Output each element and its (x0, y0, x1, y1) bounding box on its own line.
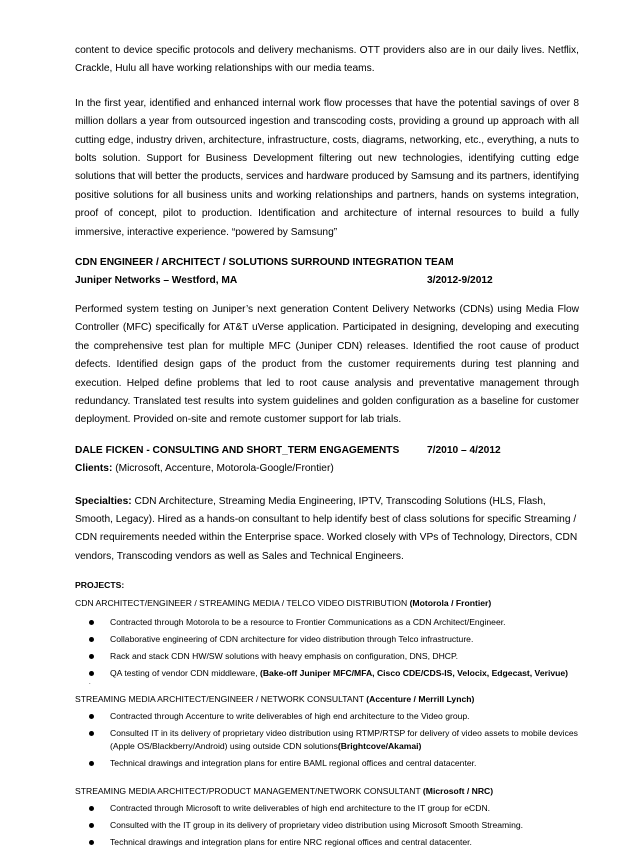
list-item (75, 650, 579, 663)
juniper-description: Performed system testing on Juniper’s next generation Content Delivery Networks (CDNs) using Media Flow Controller (MFC) specifically for AT&T uVerse application. Participated in designing, developing and executing the comprehensive test plan for multiple MFC (Juniper CDN) releases. Identified the root cause of product defects. Identified design gaps of the product from the customer requirements during test planning and execution. Helped define problems that led to root cause analysis and preventative management through redundancy. Translated test results into system guidelines and golden configuration as a baseline for customer deployment. Provided on-site and remote customer support for lab trials. (75, 303, 579, 426)
bullet-text: Contracted through Motorola to be a resource to Frontier Communications as a CDN Architect/Engineer. (110, 617, 506, 628)
bullet-text: Consulted with the IT group in its delivery of proprietary video distribution using Microsoft Smooth Streaming. (110, 820, 524, 831)
bullet-icon (89, 714, 94, 719)
projects-label: PROJECTS: (75, 580, 125, 591)
project-1-client: (Motorola / Frontier) (409, 598, 492, 609)
intro-paragraph-2: In the first year, identified and enhanced internal work flow processes that have the potential savings of over 8 million dollars a year from outsourced ingestion and transcoding costs, providing a ground up approach with all cutting edge, industry driven, architecture, infrastructure, costs, diagrams, networking, etc., everything, a nuts to bolts solution. Support for Business Development filtering out new technologies, identifying cutting edge solutions that will better the products, services and hardware produced by Samsung and its partners, identifying positive solutions for all business units and working relationships and partners, hands on systems integration, proof of concept, pilot to production. Identification and architecture of internal resources to build a fully immersive, interactive experience. “powered by Samsung” (75, 97, 579, 238)
list-item (75, 836, 579, 849)
juniper-job-title: CDN ENGINEER / ARCHITECT / SOLUTIONS SURROUND INTEGRATION TEAM (75, 257, 454, 269)
list-item (75, 616, 579, 629)
clients-label: Clients: (75, 463, 113, 475)
bullet-icon (89, 620, 94, 625)
project-1-title-text: CDN ARCHITECT/ENGINEER / STREAMING MEDIA / TELCO VIDEO DISTRIBUTION (75, 598, 410, 609)
bullet-icon (89, 806, 94, 811)
bullet-text: Contracted through Microsoft to write deliverables of high end architecture to the IT group for eCDN. (110, 803, 491, 814)
bullet-icon (89, 761, 94, 766)
project-3-title-text: STREAMING MEDIA ARCHITECT/PRODUCT MANAGEMENT/NETWORK CONSULTANT (75, 786, 423, 797)
bullet-text: Collaborative engineering of CDN architecture for video distribution through Telco infrastructure. (110, 634, 474, 645)
bullet-text: Consulted IT in its delivery of proprietary video distribution using RTMP/RTSP for delivery of video assets to mobile devices (Apple OS/Blackberry/Android) using outside CDN solutions (110, 728, 578, 752)
bullet-text: Technical drawings and integration plans for entire NRC regional offices and central datacenter. (110, 837, 472, 848)
bullet-text-bold: (Bake-off Juniper MFC/MFA, Cisco CDE/CDS-IS, Velocix, Edgecast, Verivue) (259, 668, 568, 679)
bullet-icon (89, 731, 94, 736)
project-1-title (75, 596, 579, 610)
list-item (75, 727, 579, 753)
bullet-text: Technical drawings and integration plans for entire BAML regional offices and central datacenter. (110, 758, 477, 769)
project-3-title (75, 784, 579, 798)
bullet-text-bold: (Brightcove/Akamai) (337, 741, 422, 752)
juniper-dates: 3/2012-9/2012 (427, 275, 493, 287)
project-2-bullets (75, 710, 579, 770)
resume-page (75, 42, 579, 853)
bullet-icon (89, 840, 94, 845)
intro-paragraph-1: content to device specific protocols and delivery mechanisms. OTT providers also are in our daily lives. Netflix, Crackle, Hulu all have working relationships with our media teams. (75, 45, 579, 75)
bullet-text: Contracted through Accenture to write deliverables of high end architecture to the Video group. (110, 711, 470, 722)
ficken-job-line (75, 442, 579, 460)
list-item (75, 757, 579, 770)
ficken-clients (75, 460, 579, 478)
project-2-title (75, 692, 579, 706)
project-3-client: (Microsoft / NRC) (422, 786, 494, 797)
juniper-company-line (75, 272, 579, 290)
bullet-icon (89, 671, 94, 676)
project-1-bullets (75, 616, 579, 680)
bullet-text: QA testing of vendor CDN middleware, (110, 668, 260, 679)
project-2-client: (Accenture / Merrill Lynch) (366, 694, 475, 705)
list-item (75, 633, 579, 646)
list-item (75, 802, 579, 815)
bullet-icon (89, 637, 94, 642)
ficken-specialties (75, 493, 579, 567)
ficken-dates: 7/2010 – 4/2012 (427, 444, 501, 456)
stray-mark: . (89, 680, 91, 687)
clients-value: (Microsoft, Accenture, Motorola-Google/Frontier) (112, 463, 334, 475)
specialties-label: Specialties: (75, 495, 132, 507)
list-item (75, 667, 579, 680)
specialties-value: CDN Architecture, Streaming Media Engineering, IPTV, Transcoding Solutions (HLS, Flash, Smooth, Legacy). Hired as a hands-on consultant to help identify best of class solutions for specific Streaming / CDN requirements needed within the Enterprise space. Worked closely with VPs of Technology, Directors, CDN vendors, Transcoding vendors as well as Sales and Technical Engineers. (75, 495, 578, 562)
juniper-company: Juniper Networks – Westford, MA (75, 275, 238, 287)
project-2-title-text: STREAMING MEDIA ARCHITECT/ENGINEER / NETWORK CONSULTANT (75, 694, 367, 705)
bullet-icon (89, 654, 94, 659)
ficken-job-title: DALE FICKEN - CONSULTING AND SHORT_TERM ENGAGEMENTS (75, 444, 400, 456)
list-item (75, 710, 579, 723)
bullet-text: Rack and stack CDN HW/SW solutions with heavy emphasis on configuration, DNS, DHCP. (110, 651, 459, 662)
